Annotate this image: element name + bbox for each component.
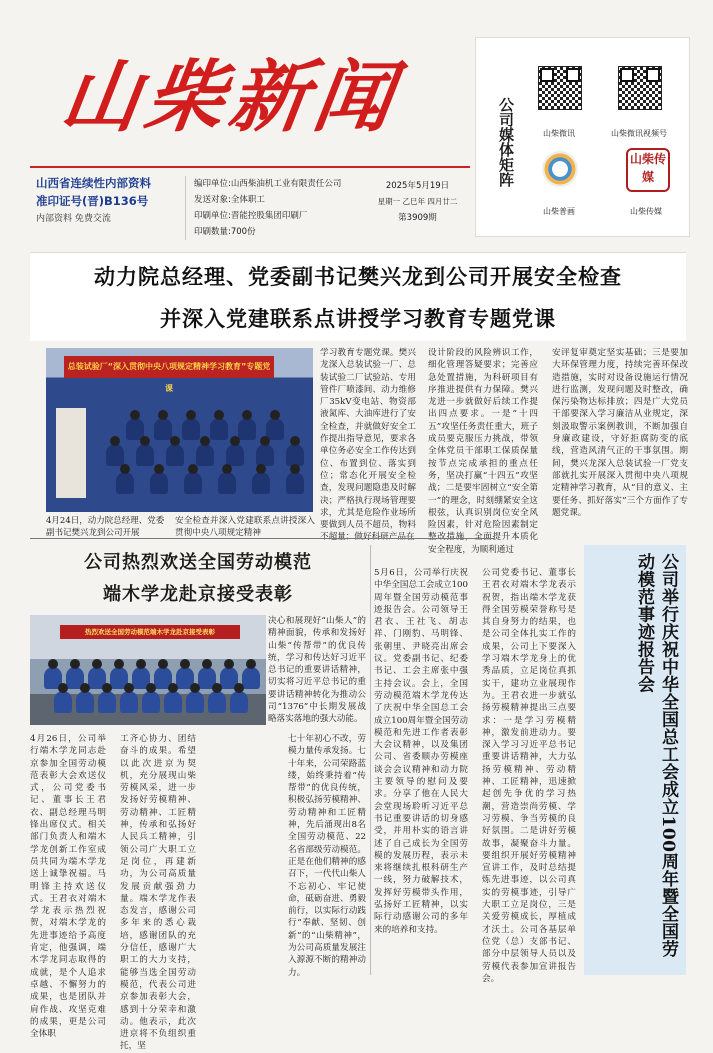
editorial-count: 印刷数量:700份 [194,227,256,237]
second-headline-line1: 公司热烈欢送全国劳动模范 [84,552,312,573]
lead-headline-line1: 动力院总经理、党委副书记樊兴龙到公司开展安全检查 [94,264,622,289]
issue-number: 第3909期 [398,213,437,223]
square-logo-icon[interactable] [626,148,670,192]
registration-line3: 内部资料 免费交流 [36,214,111,224]
lead-article-col2: 设计阶段的风险辨识工作，细化管理答疑要求；完善应急处置措施，为科研项目有序推进提供有力保障。樊兴龙进一步就做好后续工作提出四点要求。一是“十四五”攻坚任务责任重大，班子成员要克服压力挑战，带领全体党员干部职工保质保量按节点完成承担的重点任务，坚决打赢“十四五”攻坚战；二是要牢固树立“安全第一”的理念，时刻绷紧安全这根弦，认真识别岗位安全风险因素，针对危险因素制定整改措施，全面提升本质化安全程度，为顺利通过 [428,348,538,555]
date-lunar: 星期一 乙巳年 四月廿二 [377,197,458,206]
lead-headline-box [30,252,686,341]
lead-photo-caption: 4月24日，动力院总经理、党委副书记樊兴龙到公司开展 [46,516,165,538]
qr-code-icon[interactable] [538,66,582,110]
lead-article-col1: 学习教育专题党课。樊兴龙深入总装试验一厂、总装试验二厂试验站、专用管件厂喷漆间、动力维修厂35kV变电站、物资部液氮库、大油库进行了安全检查，并就做好安全工作提出指导意见，要求各单位务必安全工作传达到位、布置到位、落实到位；常态化开展安全检查，发现问题隐患及时解决；严格执行现场管理要求，尤其是危险作业场所要做到人员不超员，物料不超量；做好科研产品在 [320,348,416,543]
masthead-info [30,168,470,240]
media-label: 山柴传媒 [630,207,662,216]
section-divider [30,538,494,539]
lead-photo [46,348,313,512]
editorial-unit: 编印单位:山西柴油机工业有限责任公司 [194,179,342,189]
date-gregorian: 2025年5月19日 [385,181,450,191]
second-photo [30,615,266,725]
registration-line2: 准印证号(晋)B136号 [36,194,149,208]
chuanmei-logo-text: 山柴传媒 [629,152,666,184]
media-label: 山柴微讯 [543,129,575,138]
second-article-col3: 七十年初心不改，劳模力量传承发扬。七十年来，公司荣路蓝缕，始终秉持着“传帮带”的优良传统，积极弘扬劳模精神、劳动精神和工匠精神，先后涌现出8名全国劳动模范、22名省部级劳动模范。正是在他们精神的感召下，一代代山柴人不忘初心、牢记使命，砥砺奋进、勇毅前行，以实际行动践行“奉献、坚韧、创新”的“山柴精神”，为公司高质量发展注入源源不断的精神动力。 [288,734,366,978]
registration-badge [36,176,186,236]
lead-headline-line2: 并深入党建联系点讲授学习教育专题党课 [160,306,556,331]
media-matrix-title: 公司媒体矩阵 [497,97,515,187]
editorial-info [185,176,384,240]
lead-caption-continued: 安全检查并深入党建联系点讲授深入贯彻中央八项规定精神 [175,516,315,539]
circle-logo-icon[interactable] [542,151,578,187]
media-label: 山柴微讯视频号 [611,129,667,138]
editorial-target: 发送对象:全体职工 [194,195,265,205]
second-headline-line2: 端木学龙赴京接受表彰 [103,584,293,605]
second-photo-banner: 热烈欢送全国劳动模范端木学龙赴京接受表彰 [60,625,240,639]
media-label: 山柴普画 [543,207,575,216]
issue-date [370,178,465,226]
lead-photo-banner: 总装试验厂“深入贯彻中央八项规定精神学习教育”专题党课 [64,356,274,378]
second-article-col0: 决心和展现好“山柴人”的精神面貌，传承和发扬好山柴“传帮带”的优良传统，学习和传达好习近平总书记的重要讲话精神，切实将习近平总书记的重要讲话精神转化为推动公司“1376”中长期发展战略落实落地的强大动能。 [268,616,366,725]
third-article-col1: 5月6日，公司举行庆祝中华全国总工会成立100周年暨全国劳动模范事迹报告会。公司领导王君衣、王社飞、胡志祥、门刚豹、马明锋、张朝里、尹晓亮出席会议。党委副书记、纪委书记、工会主席张中强主持会议。会上，全国劳动模范端木学龙传达了庆祝中华全国总工会成立100周年暨全国劳动模范和先进工作者表彰大会议精神，以及集团公司、省委顺办劳模座谈会会议精神和动力院主要领导的慰问及要求。分享了他在人民大会堂现场聆听习近平总书记重要讲话的切身感受，并用朴实的语言讲述了自己成长为全国劳模的发展历程，表示未来将继续扎根科研生产一线，努力破解技术，发挥好劳模带头作用，弘扬好工匠精神，以实际行动感谢公司的多年来的培养和支持。 [374,568,468,935]
third-article-col2: 公司党委书记、董事长王君衣对端木学龙表示祝贺，指出端木学龙获得全国劳模荣誉称号是其自身努力的结果，也是公司全体扎实工作的成果，公司上下要深入学习端木学龙身上的优秀品质，立足岗位真抓实干，建功立业展现作为。王君衣进一步就弘扬劳模精神提出三点要求：一是学习劳模精神，激发前进动力。要深入学习习近平总书记重要讲话精神，大力弘扬劳模精神、劳动精神、工匠精神，迅速掀起创先争优的学习热潮，营造崇尚劳模、学习劳模、争当劳模的良好氛围。二是讲好劳模故事，凝聚奋斗力量。要组织开展好劳模精神宣讲工作，及时总结提炼先进事迹，以公司真实的劳模事迹，引导广大职工立足岗位，三是关爱劳模成长，厚植成才沃土。公司各基层单位党（总）支部书记、部分中层领导人员以及劳模代表参加宣讲报告会。 [482,568,576,984]
column-divider [370,545,371,975]
media-matrix [475,37,690,237]
lead-article-col3: 安评复审奠定坚实基础；三是要加大环保管理力度，持续完善环保改造措施，实时对设备设施运行情况进行监测，发现问题及时整改，确保污染物达标排放；四是广大党员干部要深入学习廉洁从业规定，深刻汲取警示案例教训，不断加强自身廉政建设，守好拒腐防变的底线，营造风清气正的干事氛围。期间，樊兴龙深入总装试验一厂党支部就扎实开展深入贯彻中央八项规定精神学习教育，从“目的意义、主要任务、抓好落实”三个方面作了专题党课。 [552,348,688,518]
masthead-logo: 山柴新闻 [55,52,405,143]
third-article-title-box [584,545,686,975]
second-article-col1: 4月26日，公司举行端木学龙同志赴京参加全国劳动模范表彰大会欢送仪式，公司党委书记、董事长王君衣、副总经理马明锋出席仪式。相关部门负责人和端木学龙创新工作室成员共同为端木学龙送上诚挚祝福。马明锋主持欢送仪式。王君衣对端木学龙表示热烈祝贺，对端木学龙的先进事迹给予高度肯定，他强调，端木学龙同志取得的成就，是个人追求卓越、不懈努力的成果，也是团队并肩作战、攻坚克难的成果，更是公司全体职 [30,734,106,1040]
editorial-printer: 印刷单位:晋能控股集团印刷厂 [194,211,308,221]
third-article-title: 公司举行庆祝中华全国总工会成立100周年暨全国劳动模范事迹报告会 [634,553,678,958]
registration-line1: 山西省连续性内部资料 [36,176,151,190]
second-article-col3b [205,733,281,973]
qr-code-icon[interactable] [618,66,662,110]
second-article-col2: 工齐心协力、团结奋斗的成果。希望以此次进京为契机，充分展现山柴劳模风采，进一步发扬好劳模精神、劳动精神、工匠精神，传承和弘扬好人民兵工精神，引领公司广大职工立足岗位，再建新功，为公司高质量发展贡献强劲力量。端木学龙作表态发言，感谢公司多年来的悉心栽培，感谢团队的充分信任，感谢广大职工的大力支持，能够当选全国劳动模范，代表公司进京参加表彰大会，感到十分荣幸和激动。他表示，此次进京将不负组织重托，坚 [120,734,196,1052]
